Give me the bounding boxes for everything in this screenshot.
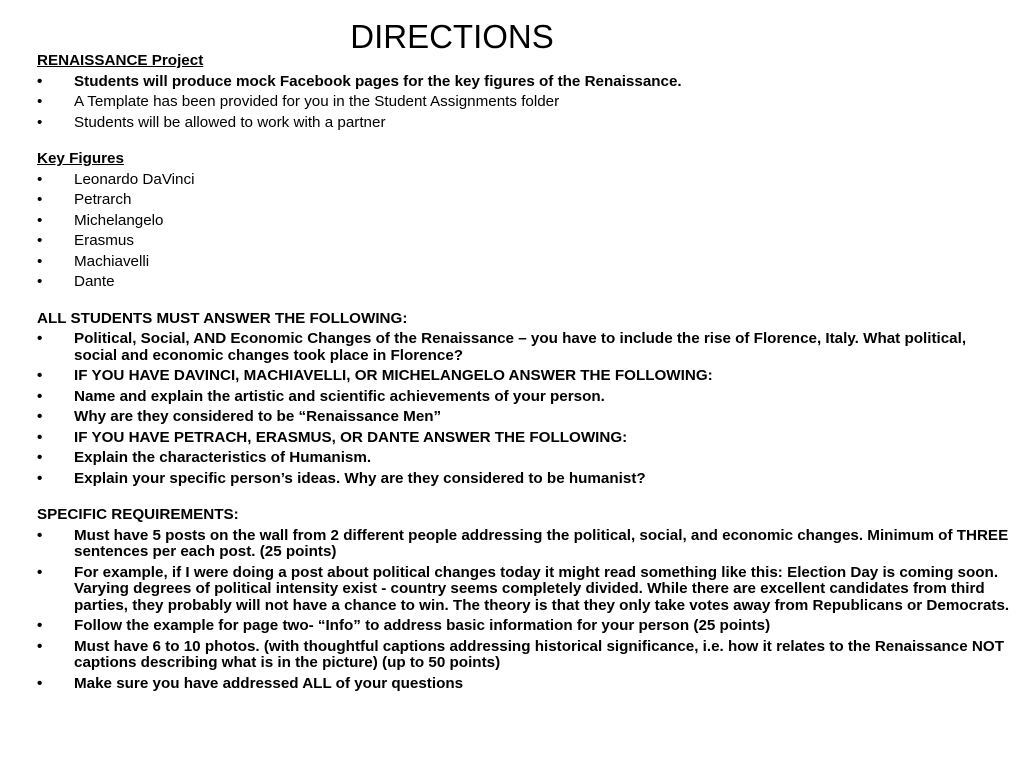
list-item-text: Make sure you have addressed ALL of your questions [74, 674, 464, 692]
list-item [37, 233, 1012, 250]
list-item-text: Why are they considered to be “Renaissance Men” [74, 408, 442, 425]
bullet-icon: • [37, 637, 43, 655]
bullet-icon: • [37, 408, 43, 425]
requirements-list [37, 528, 1012, 693]
list-item-text: Michelangelo [74, 211, 164, 229]
list-item-text: For example, if I were doing a post about political changes today it might read something like this: Election Day is coming soon. Varying degrees of political intensity exist - country seems completely divided. While there are excellent candidates from third parties, they probably will not have a chance to win. The theory is that they only take votes away from Republicans or Democrats. [74, 563, 1010, 614]
list-item-text: Must have 6 to 10 photos. (with thoughtful captions addressing historical significance, i.e. how it relates to the Renaissance NOT captions describing what is in the picture) (up to 50 points) [74, 637, 1004, 671]
list-item-text: Petrarch [74, 191, 132, 208]
list-item-text: Explain the characteristics of Humanism. [74, 449, 372, 466]
key-figures-list [37, 172, 1012, 291]
list-item [37, 94, 1012, 111]
bullet-icon: • [37, 93, 43, 110]
bullet-icon: • [37, 273, 43, 290]
all-students-heading: ALL STUDENTS MUST ANSWER THE FOLLOWING: [37, 309, 408, 327]
list-item [37, 471, 1012, 488]
list-item [37, 389, 1012, 406]
list-item [37, 331, 1012, 364]
bullet-icon: • [37, 387, 43, 405]
list-item-text: Name and explain the artistic and scientific achievements of your person. [74, 387, 605, 405]
list-item [37, 618, 1012, 635]
list-item-text: Leonardo DaVinci [74, 170, 195, 188]
bullet-icon: • [37, 449, 43, 466]
bullet-icon: • [37, 617, 43, 634]
bullet-icon: • [37, 563, 43, 581]
list-item [37, 115, 1012, 132]
list-item [37, 172, 1012, 189]
bullet-icon: • [37, 72, 43, 90]
list-item-text: Follow the example for page two- “Info” to address basic information for your person (25 points) [74, 617, 771, 634]
bullet-icon: • [37, 191, 43, 208]
requirements-heading: SPECIFIC REQUIREMENTS: [37, 506, 239, 523]
list-item [37, 450, 1012, 467]
list-item-text: Machiavelli [74, 252, 150, 270]
bullet-icon: • [37, 170, 43, 188]
list-item [37, 192, 1012, 209]
bullet-icon: • [37, 674, 43, 692]
list-item-text: IF YOU HAVE PETRACH, ERASMUS, OR DANTE ANSWER THE FOLLOWING: [74, 428, 628, 446]
list-item [37, 74, 1012, 91]
list-item [37, 676, 1012, 693]
list-item [37, 254, 1012, 271]
project-heading: RENAISSANCE Project [37, 52, 204, 69]
list-item [37, 274, 1012, 291]
list-item-text: Students will be allowed to work with a partner [74, 113, 386, 131]
key-figures-heading: Key Figures [37, 150, 124, 167]
list-item-text: A Template has been provided for you in the Student Assignments folder [74, 93, 560, 110]
list-item-text: Must have 5 posts on the wall from 2 different people addressing the political, social, and economic changes. Minimum of THREE sentences per each post. (25 points) [74, 526, 1009, 560]
list-item [37, 528, 1012, 561]
all-students-list [37, 331, 1012, 487]
bullet-icon: • [37, 526, 43, 544]
bullet-icon: • [37, 330, 43, 347]
list-item [37, 430, 1012, 447]
list-item [37, 565, 1012, 615]
bullet-icon: • [37, 113, 43, 131]
bullet-icon: • [37, 469, 43, 487]
bullet-icon: • [37, 367, 43, 384]
bullet-icon: • [37, 252, 43, 270]
list-item [37, 639, 1012, 672]
list-item [37, 213, 1012, 230]
list-item-text: Political, Social, AND Economic Changes of the Renaissance – you have to include the rise of Florence, Italy. What political, social and economic changes took place in Florence? [74, 330, 967, 364]
project-list [37, 74, 1012, 132]
bullet-icon: • [37, 232, 43, 249]
list-item [37, 409, 1012, 426]
page-title: DIRECTIONS [350, 18, 554, 55]
list-item-text: Students will produce mock Facebook pages for the key figures of the Renaissance. [74, 72, 682, 90]
bullet-icon: • [37, 211, 43, 229]
list-item-text: Erasmus [74, 232, 134, 249]
list-item-text: IF YOU HAVE DAVINCI, MACHIAVELLI, OR MICHELANGELO ANSWER THE FOLLOWING: [74, 367, 713, 384]
list-item-text: Explain your specific person’s ideas. Why are they considered to be humanist? [74, 469, 646, 487]
directions-content [37, 53, 1012, 696]
list-item [37, 368, 1012, 385]
bullet-icon: • [37, 428, 43, 446]
list-item-text: Dante [74, 273, 115, 290]
